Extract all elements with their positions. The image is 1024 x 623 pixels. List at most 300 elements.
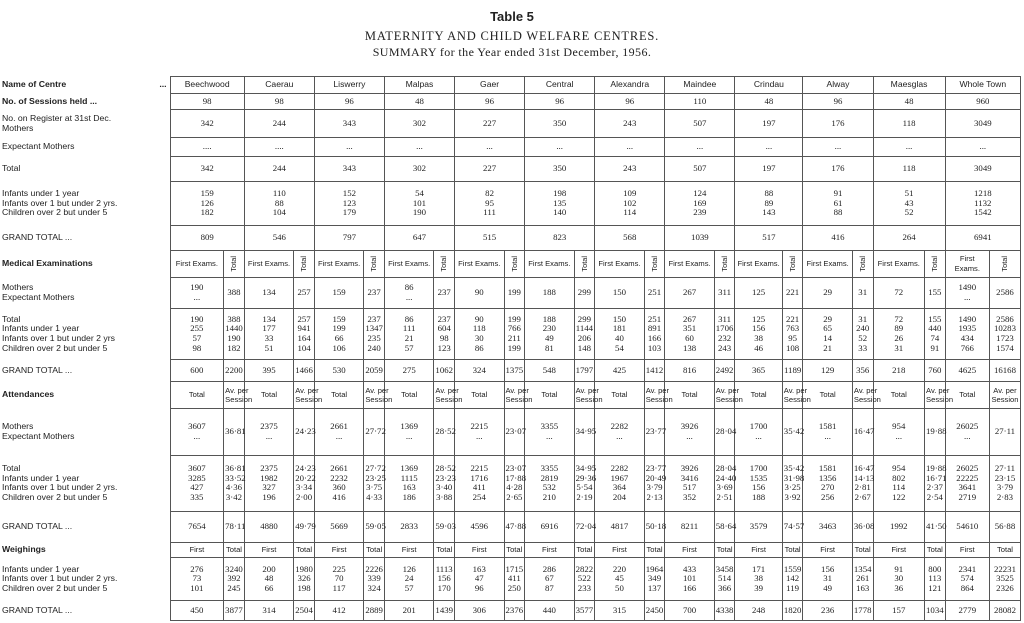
medical-value: 267 351 60 138 xyxy=(665,308,714,359)
weighing-value: 1034 xyxy=(925,600,946,620)
register-value: 507 xyxy=(665,157,735,182)
register-row xyxy=(0,138,1021,157)
register-value: 416 xyxy=(803,226,873,251)
column-subheader-first: First xyxy=(455,542,504,558)
table-cell xyxy=(714,250,735,277)
column-subheader-total: Total xyxy=(294,542,315,558)
medical-value: 257 xyxy=(294,277,315,308)
centre-name-row xyxy=(0,77,1021,94)
register-value: 244 xyxy=(244,110,314,138)
attendance-value: 27·72 23·25 3·75 4·33 xyxy=(364,455,385,511)
attendance-value: 78·11 xyxy=(224,511,245,542)
row-label: Infants under 1 year Infants over 1 but under 2 yrs. Children over 2 but under 5 xyxy=(0,181,170,226)
weighing-value: 306 xyxy=(455,600,504,620)
column-subheader-first: First xyxy=(735,542,782,558)
medical-value: 1375 xyxy=(504,360,525,382)
register-value: 82 95 111 xyxy=(455,181,525,226)
weighing-value: 163 47 96 xyxy=(455,558,504,600)
register-value: 197 xyxy=(735,110,803,138)
column-subheader-average: Av. per Session xyxy=(364,382,385,409)
column-subheader-total: Total xyxy=(434,542,455,558)
register-value: 243 xyxy=(595,110,665,138)
table-cell xyxy=(294,250,315,277)
medical-value: 155 440 74 91 xyxy=(925,308,946,359)
attendance-value: 3579 xyxy=(735,511,782,542)
weighing-value: 2822 522 233 xyxy=(574,558,595,600)
weighing-value: 91 30 36 xyxy=(873,558,925,600)
row-label: GRAND TOTAL ... xyxy=(0,226,170,251)
register-row xyxy=(0,110,1021,138)
column-subheader-average: Av. per Session xyxy=(852,382,873,409)
sessions-value: 96 xyxy=(455,93,525,110)
attendance-value: 19·88 16·71 2·37 2·54 xyxy=(925,455,946,511)
register-value: 1218 1132 1542 xyxy=(945,181,1020,226)
section-label: Attendances xyxy=(0,382,170,409)
table-cell xyxy=(644,250,665,277)
weighing-value: 1778 xyxy=(852,600,873,620)
medical-value: 548 xyxy=(525,360,574,382)
register-row xyxy=(0,181,1021,226)
register-value: 197 xyxy=(735,157,803,182)
attendance-value: 3355 2819 532 210 xyxy=(525,455,574,511)
attendance-value: 28·04 xyxy=(714,409,735,456)
weighing-subheader-row xyxy=(0,542,1021,558)
column-subheader-total: Total xyxy=(579,255,589,272)
attendance-value: 27·11 23·15 3·79 2·83 xyxy=(989,455,1020,511)
register-value: ... xyxy=(803,138,873,157)
table-cell xyxy=(574,250,595,277)
column-subheader-total: Total xyxy=(803,382,852,409)
attendance-row xyxy=(0,409,1021,456)
attendance-value: 6916 xyxy=(525,511,574,542)
register-value: 243 xyxy=(595,157,665,182)
column-subheader-average: Av. per Session xyxy=(925,382,946,409)
centre-name-header: Gaer xyxy=(455,77,525,94)
medical-value: 31 xyxy=(852,277,873,308)
column-subheader-average: Av. per Session xyxy=(504,382,525,409)
column-subheader-first: First xyxy=(525,542,574,558)
column-subheader-first: First Exams. xyxy=(525,250,574,277)
medical-value: 72 89 26 31 xyxy=(873,308,925,359)
table-cell xyxy=(364,250,385,277)
attendance-value: 24·23 20·22 3·34 2·00 xyxy=(294,455,315,511)
weighing-value: 2779 xyxy=(945,600,989,620)
register-value: 176 xyxy=(803,110,873,138)
column-subheader-total: Total xyxy=(455,382,504,409)
register-value: 227 xyxy=(455,110,525,138)
column-subheader-total: Total xyxy=(574,542,595,558)
column-subheader-total: Total xyxy=(714,542,735,558)
attendance-value: 7654 xyxy=(170,511,224,542)
register-value: 823 xyxy=(525,226,595,251)
attendance-value: 26025 22225 3641 2719 xyxy=(945,455,989,511)
medical-value: 1412 xyxy=(644,360,665,382)
centre-name-header: Maesglas xyxy=(873,77,945,94)
table-cell xyxy=(782,250,803,277)
centre-name-header: Malpas xyxy=(384,77,454,94)
row-label: Mothers Expectant Mothers xyxy=(0,409,170,456)
medical-value: 311 1706 232 243 xyxy=(714,308,735,359)
sessions-row xyxy=(0,93,1021,110)
medical-value: 365 xyxy=(735,360,782,382)
medical-value: 760 xyxy=(925,360,946,382)
row-label: Total Infants under 1 year Infants over 1 but under 2 yrs. Children over 2 but under 5 xyxy=(0,455,170,511)
medical-value: 4625 xyxy=(945,360,989,382)
attendance-value: 24·23 xyxy=(294,409,315,456)
medical-value: 275 xyxy=(384,360,433,382)
centre-name-header: Caerau xyxy=(244,77,314,94)
register-value: 507 xyxy=(665,110,735,138)
weighing-value: 1354 261 163 xyxy=(852,558,873,600)
row-label: Expectant Mothers xyxy=(0,138,170,157)
attendance-value: 1581 ... xyxy=(803,409,852,456)
column-subheader-total: Total xyxy=(525,382,574,409)
table-cell xyxy=(434,250,455,277)
column-subheader-total: Total xyxy=(439,255,449,272)
column-subheader-first: First xyxy=(314,542,363,558)
register-value: 152 123 179 xyxy=(314,181,384,226)
column-subheader-total: Total xyxy=(852,542,873,558)
attendance-value: 3926 ... xyxy=(665,409,714,456)
medical-value: 221 xyxy=(782,277,803,308)
column-subheader-total: Total xyxy=(504,542,525,558)
medical-value: 1062 xyxy=(434,360,455,382)
register-value: 342 xyxy=(170,110,244,138)
attendance-value: 28·52 xyxy=(434,409,455,456)
column-subheader-total: Total xyxy=(244,382,293,409)
medical-value: 2492 xyxy=(714,360,735,382)
sessions-value: 96 xyxy=(314,93,384,110)
medical-value: 395 xyxy=(244,360,293,382)
register-value: 809 xyxy=(170,226,244,251)
attendance-value: 2661 ... xyxy=(314,409,363,456)
attendance-value: 16·47 14·13 2·81 2·67 xyxy=(852,455,873,511)
column-subheader-total: Total xyxy=(384,382,433,409)
sessions-value: 96 xyxy=(803,93,873,110)
column-subheader-first: First xyxy=(803,542,852,558)
column-subheader-first: First xyxy=(873,542,925,558)
weighing-value: 2889 xyxy=(364,600,385,620)
weighing-value: 1964 349 137 xyxy=(644,558,665,600)
attendance-value: 2282 1967 364 204 xyxy=(595,455,644,511)
column-subheader-total: Total xyxy=(873,382,925,409)
medical-value: 2586 10283 1723 1574 xyxy=(989,308,1020,359)
attendance-value: 1369 ... xyxy=(384,409,433,456)
attendance-value: 49·79 xyxy=(294,511,315,542)
sessions-value: 98 xyxy=(170,93,244,110)
register-value: 350 xyxy=(525,110,595,138)
register-value: 91 61 88 xyxy=(803,181,873,226)
medical-value: 188 230 49 81 xyxy=(525,308,574,359)
column-subheader-total: Total xyxy=(665,382,714,409)
summary-table xyxy=(0,76,1021,621)
weighing-value: 225 70 117 xyxy=(314,558,363,600)
attendance-value: 4880 xyxy=(244,511,293,542)
attendance-value: 2661 2232 360 416 xyxy=(314,455,363,511)
medical-value: 31 240 52 33 xyxy=(852,308,873,359)
register-value: 797 xyxy=(314,226,384,251)
attendance-value: 23·77 20·49 3·79 2·13 xyxy=(644,455,665,511)
column-subheader-first: First Exams. xyxy=(735,250,782,277)
medical-value: 199 xyxy=(504,277,525,308)
register-value: 109 102 114 xyxy=(595,181,665,226)
attendance-value: 2215 ... xyxy=(455,409,504,456)
medical-value: 16168 xyxy=(989,360,1020,382)
weighing-value: 800 113 121 xyxy=(925,558,946,600)
weighing-value: 440 xyxy=(525,600,574,620)
medical-row xyxy=(0,277,1021,308)
register-value: 88 89 143 xyxy=(735,181,803,226)
register-value: ... xyxy=(525,138,595,157)
row-label: GRAND TOTAL ... xyxy=(0,600,170,620)
weighing-value: 450 xyxy=(170,600,224,620)
weighing-value: 1980 326 198 xyxy=(294,558,315,600)
register-value: 342 xyxy=(170,157,244,182)
attendance-value: 34·95 29·36 5·54 2·19 xyxy=(574,455,595,511)
medical-value: 2200 xyxy=(224,360,245,382)
medical-value: 29 65 14 21 xyxy=(803,308,852,359)
column-subheader-total: Total xyxy=(314,382,363,409)
table-number: Table 5 xyxy=(490,9,534,24)
weighing-value: 2450 xyxy=(644,600,665,620)
attendance-value: 36·08 xyxy=(852,511,873,542)
register-value: 118 xyxy=(873,157,945,182)
column-subheader-first: First Exams. xyxy=(803,250,852,277)
medical-value: 1490 1935 434 766 xyxy=(945,308,989,359)
attendance-value: 1992 xyxy=(873,511,925,542)
medical-value: 150 181 40 54 xyxy=(595,308,644,359)
centre-name-header: Liswerry xyxy=(314,77,384,94)
weighing-value: 22231 3525 2326 xyxy=(989,558,1020,600)
attendance-value: 2282 ... xyxy=(595,409,644,456)
column-subheader-average: Av. per Session xyxy=(989,382,1020,409)
weighing-value: 1559 142 119 xyxy=(782,558,803,600)
weighing-value: 157 xyxy=(873,600,925,620)
document-title: MATERNITY AND CHILD WELFARE CENTRES. xyxy=(364,29,660,43)
weighing-value: 156 31 49 xyxy=(803,558,852,600)
weighing-value: 286 67 87 xyxy=(525,558,574,600)
medical-row xyxy=(0,308,1021,359)
column-subheader-first: First Exams. xyxy=(170,250,224,277)
attendance-value: 3926 3416 517 352 xyxy=(665,455,714,511)
column-subheader-total: Total xyxy=(509,255,519,272)
centre-name-header: Alexandra xyxy=(595,77,665,94)
row-label: No. on Register at 31st Dec. Mothers xyxy=(0,110,170,138)
attendance-value: 3607 3285 427 335 xyxy=(170,455,224,511)
column-subheader-first: First Exams. xyxy=(244,250,293,277)
register-value: 515 xyxy=(455,226,525,251)
weighing-value: 1439 xyxy=(434,600,455,620)
column-subheader-first: First xyxy=(665,542,714,558)
attendance-value: 3355 ... xyxy=(525,409,574,456)
attendance-value: 2375 1982 327 196 xyxy=(244,455,293,511)
attendance-value: 1700 1535 156 188 xyxy=(735,455,782,511)
medical-value: 190 255 57 98 xyxy=(170,308,224,359)
attendance-value: 16·47 xyxy=(852,409,873,456)
column-subheader-total: Total xyxy=(224,542,245,558)
attendance-value: 56·88 xyxy=(989,511,1020,542)
table-cell xyxy=(925,250,946,277)
attendance-value: 19·88 xyxy=(925,409,946,456)
medical-value: 2586 xyxy=(989,277,1020,308)
column-subheader-average: Av. per Session xyxy=(574,382,595,409)
column-subheader-first: First Exams. xyxy=(665,250,714,277)
attendance-value: 2375 ... xyxy=(244,409,293,456)
register-value: ... xyxy=(945,138,1020,157)
medical-value: 159 199 66 106 xyxy=(314,308,363,359)
weighing-value: 4338 xyxy=(714,600,735,620)
column-subheader-first: First xyxy=(244,542,293,558)
medical-value: 237 xyxy=(434,277,455,308)
weighing-value: 2504 xyxy=(294,600,315,620)
column-subheader-first: First Exams. xyxy=(314,250,363,277)
column-subheader-total: Total xyxy=(930,255,940,272)
medical-value: 356 xyxy=(852,360,873,382)
register-row xyxy=(0,157,1021,182)
section-label: Medical Examinations xyxy=(0,250,170,277)
weighing-row xyxy=(0,600,1021,620)
column-subheader-total: Total xyxy=(989,542,1020,558)
register-value: 6941 xyxy=(945,226,1020,251)
weighing-value: 1715 411 250 xyxy=(504,558,525,600)
register-value: 244 xyxy=(244,157,314,182)
weighing-value: 3458 514 366 xyxy=(714,558,735,600)
register-value: ... xyxy=(314,138,384,157)
medical-value: 311 xyxy=(714,277,735,308)
column-subheader-total: Total xyxy=(369,255,379,272)
sessions-value: 960 xyxy=(945,93,1020,110)
medical-value: 159 xyxy=(314,277,363,308)
register-value: 159 126 182 xyxy=(170,181,244,226)
medical-value: 257 941 164 104 xyxy=(294,308,315,359)
attendance-value: 26025 ... xyxy=(945,409,989,456)
weighing-value: 276 73 101 xyxy=(170,558,224,600)
register-value: .... xyxy=(244,138,314,157)
attendance-value: 2215 1716 411 254 xyxy=(455,455,504,511)
row-label: Mothers Expectant Mothers xyxy=(0,277,170,308)
weighing-value: 201 xyxy=(384,600,433,620)
attendance-value: 4596 xyxy=(455,511,504,542)
column-subheader-first: First Exams. xyxy=(945,250,989,277)
row-label: GRAND TOTAL ... xyxy=(0,511,170,542)
column-subheader-total: Total xyxy=(364,542,385,558)
table-cell xyxy=(224,250,245,277)
medical-value: 221 763 95 108 xyxy=(782,308,803,359)
medical-value: 90 118 30 86 xyxy=(455,308,504,359)
attendance-value: 36·81 33·52 4·36 3·42 xyxy=(224,455,245,511)
attendance-value: 28·52 23·23 3·40 3·88 xyxy=(434,455,455,511)
register-value: 568 xyxy=(595,226,665,251)
column-subheader-total: Total xyxy=(945,382,989,409)
weighing-value: 236 xyxy=(803,600,852,620)
medical-value: 530 xyxy=(314,360,363,382)
medical-value: 425 xyxy=(595,360,644,382)
column-subheader-first: First Exams. xyxy=(873,250,925,277)
row-label: Total xyxy=(0,157,170,182)
column-subheader-total: Total xyxy=(782,542,803,558)
sessions-value: 48 xyxy=(735,93,803,110)
attendance-value: 54610 xyxy=(945,511,989,542)
row-label: No. of Sessions held ... xyxy=(0,93,170,110)
attendance-value: 35·42 xyxy=(782,409,803,456)
medical-value: 199 766 211 199 xyxy=(504,308,525,359)
register-value: ... xyxy=(595,138,665,157)
weighing-value: 700 xyxy=(665,600,714,620)
medical-value: 150 xyxy=(595,277,644,308)
register-value: 1039 xyxy=(665,226,735,251)
weighing-value: 200 48 66 xyxy=(244,558,293,600)
medical-value: 251 891 166 103 xyxy=(644,308,665,359)
attendance-row xyxy=(0,455,1021,511)
row-label: GRAND TOTAL ... xyxy=(0,360,170,382)
weighing-value: 433 101 166 xyxy=(665,558,714,600)
column-subheader-first: First Exams. xyxy=(384,250,433,277)
register-value: 3049 xyxy=(945,110,1020,138)
column-subheader-average: Av. per Session xyxy=(714,382,735,409)
medical-value: 72 xyxy=(873,277,925,308)
attendance-value: 27·72 xyxy=(364,409,385,456)
attendance-value: 28·04 24·40 3·69 2·51 xyxy=(714,455,735,511)
medical-value: 299 xyxy=(574,277,595,308)
column-subheader-first: First xyxy=(945,542,989,558)
medical-value: 218 xyxy=(873,360,925,382)
sessions-value: 48 xyxy=(384,93,454,110)
register-value: 343 xyxy=(314,110,384,138)
attendance-value: 58·64 xyxy=(714,511,735,542)
column-subheader-total: Total xyxy=(595,382,644,409)
table-cell xyxy=(989,250,1020,277)
centre-name-header: Central xyxy=(525,77,595,94)
attendance-value: 5669 xyxy=(314,511,363,542)
medical-value: 190 ... xyxy=(170,277,224,308)
attendance-value: 41·50 xyxy=(925,511,946,542)
medical-value: 29 xyxy=(803,277,852,308)
section-label: Weighings xyxy=(0,542,170,558)
column-subheader-first: First Exams. xyxy=(595,250,644,277)
medical-value: 129 xyxy=(803,360,852,382)
attendance-value: 8211 xyxy=(665,511,714,542)
column-subheader-total: Total xyxy=(925,542,946,558)
register-value: ... xyxy=(455,138,525,157)
attendance-value: 2833 xyxy=(384,511,433,542)
attendance-row xyxy=(0,511,1021,542)
medical-value: 125 xyxy=(735,277,782,308)
attendance-value: 72·04 xyxy=(574,511,595,542)
register-value: ... xyxy=(735,138,803,157)
medical-value: 237 xyxy=(364,277,385,308)
centre-name-header: Maindee xyxy=(665,77,735,94)
column-subheader-average: Av. per Session xyxy=(782,382,803,409)
medical-value: 324 xyxy=(455,360,504,382)
medical-value: 188 xyxy=(525,277,574,308)
centre-name-header: Beechwood xyxy=(170,77,244,94)
weighing-value: 314 xyxy=(244,600,293,620)
weighing-value: 1820 xyxy=(782,600,803,620)
register-value: 302 xyxy=(384,110,454,138)
column-subheader-total: Total xyxy=(170,382,224,409)
medical-value: 388 xyxy=(224,277,245,308)
attendance-value: 1700 ... xyxy=(735,409,782,456)
weighing-value: 2226 339 324 xyxy=(364,558,385,600)
weighing-value: 3877 xyxy=(224,600,245,620)
weighing-value: 1113 156 170 xyxy=(434,558,455,600)
weighing-value: 248 xyxy=(735,600,782,620)
register-value: ... xyxy=(873,138,945,157)
register-value: 517 xyxy=(735,226,803,251)
row-label: Infants under 1 year Infants over 1 but under 2 yrs. Children over 2 but under 5 xyxy=(0,558,170,600)
register-value: ... xyxy=(665,138,735,157)
column-subheader-total: Total xyxy=(649,255,659,272)
